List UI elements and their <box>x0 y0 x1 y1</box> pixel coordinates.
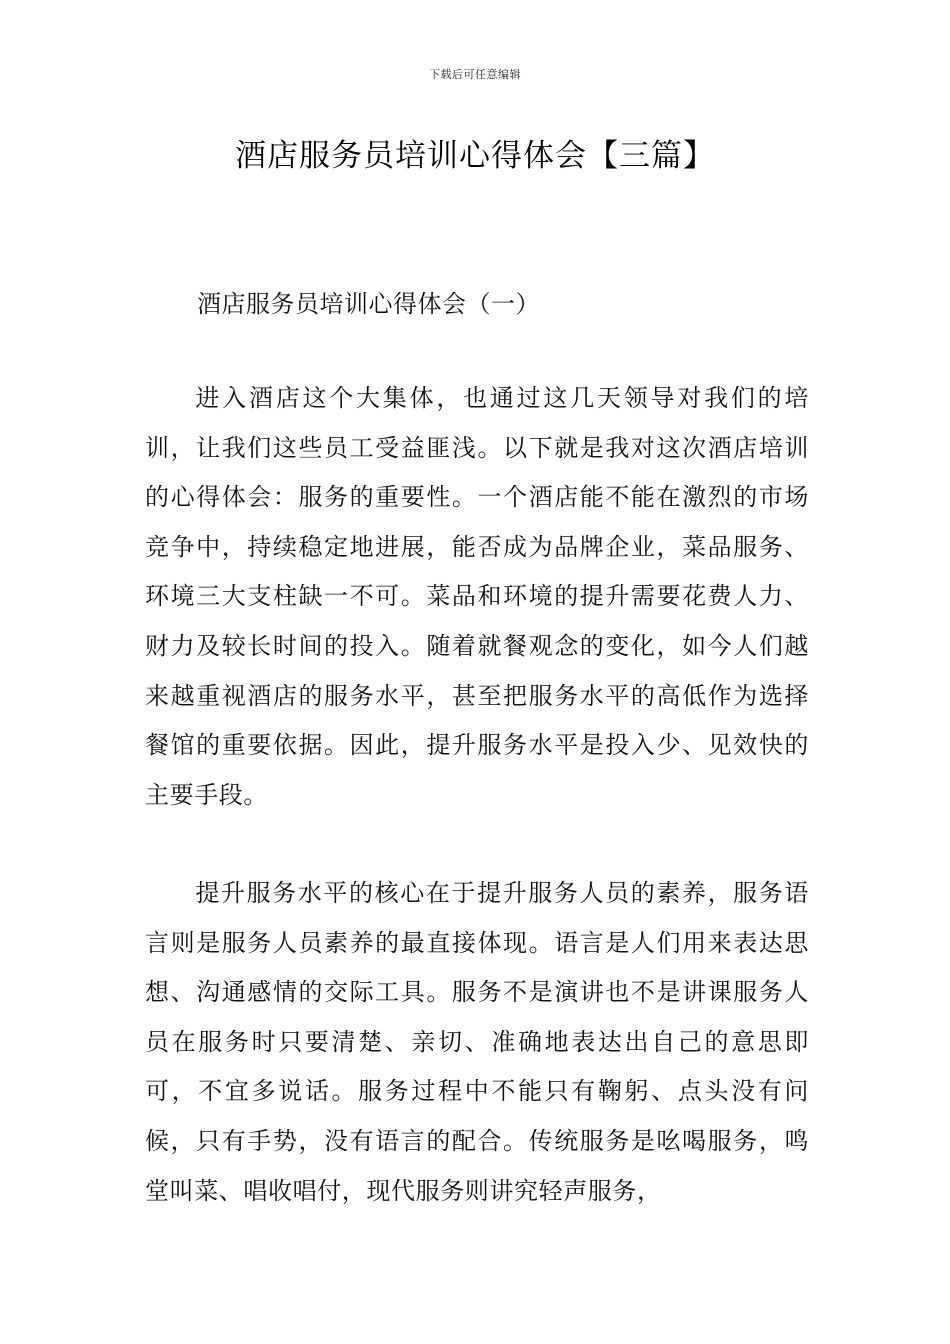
document-title: 酒店服务员培训心得体会【三篇】 <box>235 138 715 174</box>
body-paragraph: 提升服务水平的核心在于提升服务人员的素养，服务语言则是服务人员素养的最直接体现。语言是人们用来表达思想、沟通感情的交际工具。服务不是演讲也不是讲课服务人员在服务时只要清楚、亲切、准确地表达出自己的意思即可，不宜多说话。服务过程中不能只有鞠躬、点头没有问候，只有手势，没有语言的配合。传统服务是吆喝服务，鸣堂叫菜、唱收唱付，现代服务则讲究轻声服务， <box>145 879 809 1205</box>
body-paragraph: 进入酒店这个大集体，也通过这几天领导对我们的培训，让我们这些员工受益匪浅。以下就是我对这次酒店培训的心得体会：服务的重要性。一个酒店能不能在激烈的市场竞争中，持续稳定地进展，能否成为品牌企业，菜品服务、环境三大支柱缺一不可。菜品和环境的提升需要花费人力、财力及较长时间的投入。随着就餐观念的变化，如今人们越来越重视酒店的服务水平，甚至把服务水平的高低作为选择餐馆的重要依据。因此，提升服务水平是投入少、见效快的主要手段。 <box>145 384 809 809</box>
header-note: 下载后可任意编辑 <box>429 68 521 81</box>
section-heading: 酒店服务员培训心得体会（一） <box>197 290 540 318</box>
